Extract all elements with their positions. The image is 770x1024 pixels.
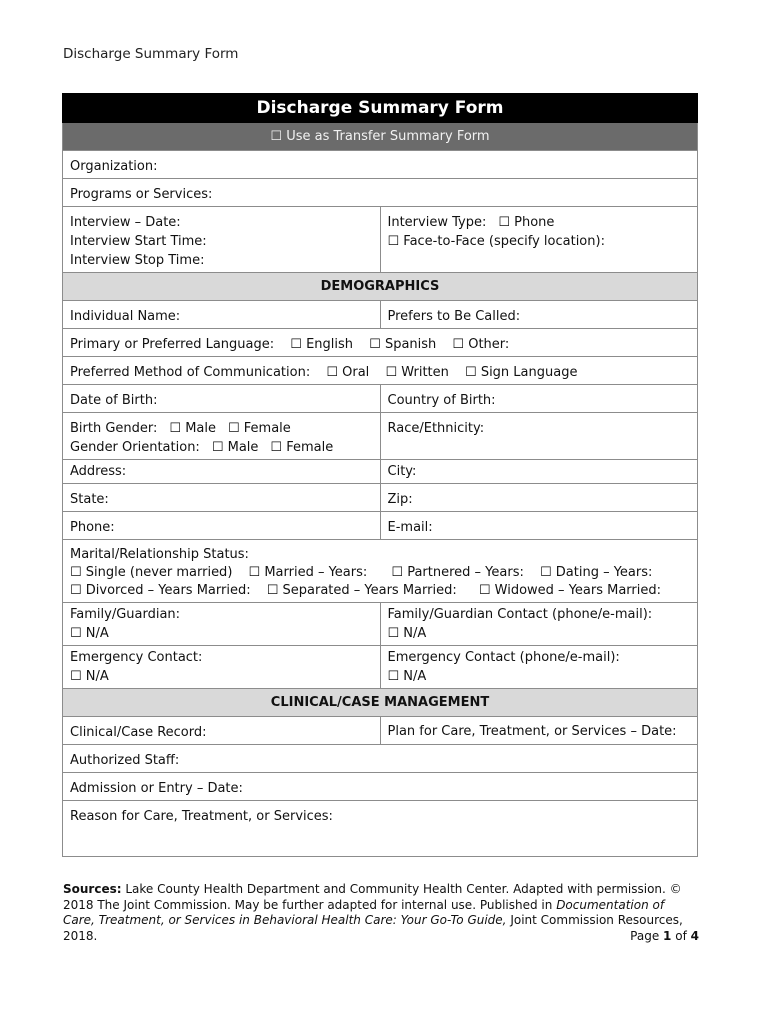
city-field[interactable]: City: <box>380 460 698 484</box>
family-guardian-na-checkbox[interactable]: ☐ N/A <box>70 626 109 641</box>
marital-status-label: Marital/Relationship Status: <box>70 547 249 562</box>
emergency-contact-info-na-checkbox[interactable]: ☐ N/A <box>387 669 427 684</box>
communication-label: Preferred Method of Communication: <box>70 365 311 380</box>
communication-row <box>63 357 698 385</box>
email-field[interactable]: E-mail: <box>380 512 698 540</box>
sources-label: Sources: <box>63 882 122 896</box>
marital-status-row <box>63 540 698 603</box>
organization-field[interactable]: Organization: <box>63 151 698 179</box>
english-checkbox[interactable]: ☐ English <box>290 337 354 352</box>
family-guardian-field[interactable] <box>63 603 381 646</box>
birth-male-checkbox[interactable]: ☐ Male <box>169 421 216 436</box>
dob-field[interactable]: Date of Birth: <box>63 385 381 413</box>
prefers-called-field[interactable]: Prefers to Be Called: <box>380 301 698 329</box>
partnered-checkbox[interactable]: ☐ Partnered – Years: <box>391 565 524 580</box>
widowed-checkbox[interactable]: ☐ Widowed – Years Married: <box>478 583 662 598</box>
sources-text: Lake County Health Department and Community Health Center. Adapted with permission. © 2018 The Joint Commission. May be further adapted for internal use. Published in <box>63 882 682 912</box>
plan-date-field[interactable]: Plan for Care, Treatment, or Services – Date: <box>380 717 698 745</box>
race-field[interactable]: Race/Ethnicity: <box>380 413 698 460</box>
zip-field[interactable]: Zip: <box>380 484 698 512</box>
programs-field[interactable]: Programs or Services: <box>63 179 698 207</box>
orientation-female-checkbox[interactable]: ☐ Female <box>270 440 334 455</box>
admission-date-field[interactable]: Admission or Entry – Date: <box>63 773 698 801</box>
birth-female-checkbox[interactable]: ☐ Female <box>228 421 291 436</box>
gender-orientation-label: Gender Orientation: <box>70 440 200 455</box>
phone-checkbox[interactable]: ☐ Phone <box>498 215 555 230</box>
reason-field[interactable]: Reason for Care, Treatment, or Services: <box>63 801 698 857</box>
demographics-heading: DEMOGRAPHICS <box>63 273 698 301</box>
divorced-checkbox[interactable]: ☐ Divorced – Years Married: <box>70 583 251 598</box>
form-title: Discharge Summary Form <box>63 94 698 123</box>
emergency-contact-info-label: Emergency Contact (phone/e-mail): <box>387 650 620 665</box>
interview-start-label: Interview Start Time: <box>70 234 207 249</box>
married-checkbox[interactable]: ☐ Married – Years: <box>248 565 368 580</box>
emergency-contact-info-field[interactable] <box>380 646 698 689</box>
single-checkbox[interactable]: ☐ Single (never married) <box>70 565 233 580</box>
footer <box>63 882 699 944</box>
phone-field[interactable]: Phone: <box>63 512 381 540</box>
publisher-text: Joint Commission Resources, 2018. <box>63 913 683 943</box>
written-checkbox[interactable]: ☐ Written <box>385 365 449 380</box>
emergency-contact-na-checkbox[interactable]: ☐ N/A <box>70 669 109 684</box>
separated-checkbox[interactable]: ☐ Separated – Years Married: <box>266 583 457 598</box>
clinical-record-field[interactable]: Clinical/Case Record: <box>63 717 381 745</box>
dating-checkbox[interactable]: ☐ Dating – Years: <box>539 565 653 580</box>
other-language-checkbox[interactable]: ☐ Other: <box>452 337 510 352</box>
language-label: Primary or Preferred Language: <box>70 337 275 352</box>
emergency-contact-field[interactable] <box>63 646 381 689</box>
page-number: Page 1 of 4 <box>630 928 699 943</box>
page-header: Discharge Summary Form <box>63 46 239 62</box>
orientation-male-checkbox[interactable]: ☐ Male <box>211 440 259 455</box>
spanish-checkbox[interactable]: ☐ Spanish <box>369 337 437 352</box>
state-field[interactable]: State: <box>63 484 381 512</box>
address-field[interactable]: Address: <box>63 460 381 484</box>
interview-times[interactable] <box>63 207 381 273</box>
family-contact-na-checkbox[interactable]: ☐ N/A <box>387 626 427 641</box>
discharge-summary-form <box>62 93 698 857</box>
clinical-heading: CLINICAL/CASE MANAGEMENT <box>63 689 698 717</box>
book-title: Documentation of Care, Treatment, or Services in Behavioral Health Care: Your Go-To Guide, <box>63 897 665 927</box>
authorized-staff-field[interactable]: Authorized Staff: <box>63 745 698 773</box>
birth-gender-label: Birth Gender: <box>70 421 158 436</box>
country-birth-field[interactable]: Country of Birth: <box>380 385 698 413</box>
interview-type[interactable] <box>380 207 698 273</box>
sign-language-checkbox[interactable]: ☐ Sign Language <box>465 365 578 380</box>
interview-stop-label: Interview Stop Time: <box>70 253 205 268</box>
family-guardian-label: Family/Guardian: <box>70 607 181 622</box>
face-to-face-checkbox[interactable]: ☐ Face-to-Face (specify location): <box>387 234 605 249</box>
language-row <box>63 329 698 357</box>
oral-checkbox[interactable]: ☐ Oral <box>326 365 370 380</box>
gender-fields <box>63 413 381 460</box>
interview-type-label: Interview Type: <box>387 215 487 230</box>
family-contact-field[interactable] <box>380 603 698 646</box>
family-contact-label: Family/Guardian Contact (phone/e-mail): <box>387 607 653 622</box>
transfer-summary-checkbox[interactable]: ☐ Use as Transfer Summary Form <box>63 123 698 151</box>
emergency-contact-label: Emergency Contact: <box>70 650 203 665</box>
individual-name-field[interactable]: Individual Name: <box>63 301 381 329</box>
interview-date-label: Interview – Date: <box>70 215 181 230</box>
